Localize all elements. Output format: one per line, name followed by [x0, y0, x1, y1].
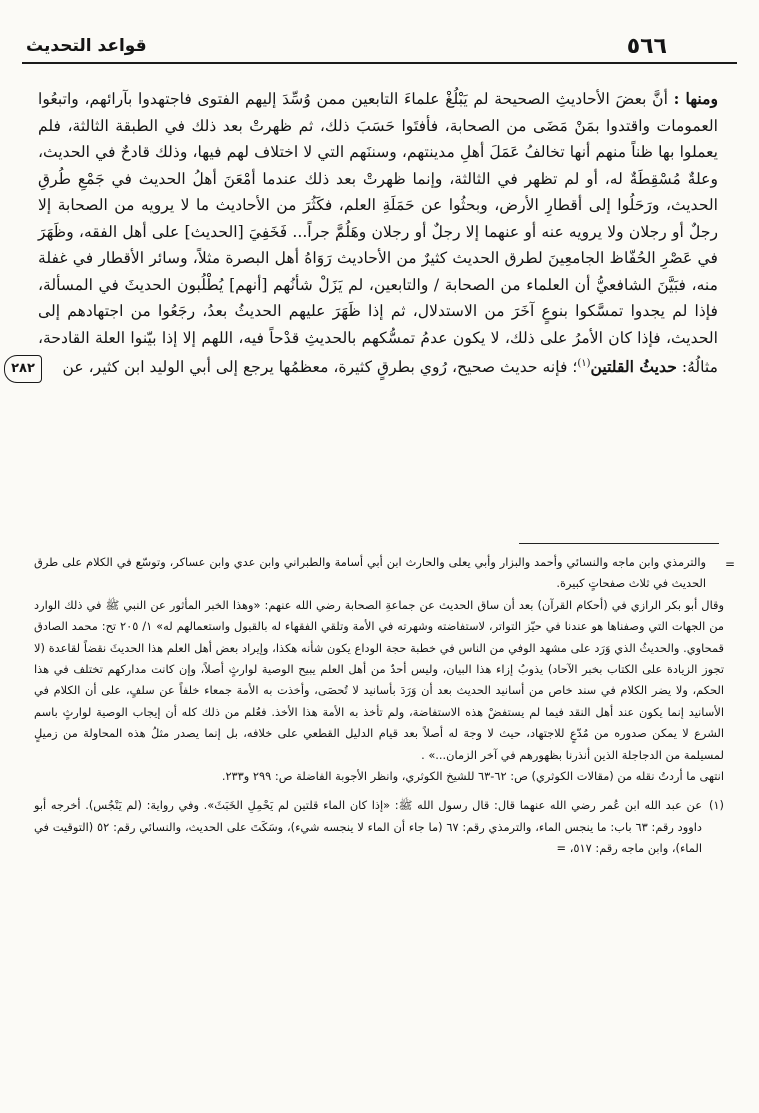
footnote-continuation-mark: =: [724, 557, 735, 571]
footnote-spacer: [34, 787, 724, 795]
footnote-divider: [519, 543, 719, 544]
paragraph-tail: ؛ فإنه حديث صحيح، رُوي بطرقٍ كثيرة، معظمُها يرجع إلى أبي الوليد ابن كثير، عن: [62, 358, 578, 377]
example-hadith-title: حديثُ القلتين: [590, 357, 677, 377]
footnote-reference[interactable]: (١): [577, 358, 591, 370]
footnote-source: انتهى ما أردتُ نقله من (مقالات الكوثري) ص: ٦٢-٦٣ للشيخ الكوثري، وانظر الأجوبة الفاضلة ص: ٢٩٩ و٢٣٣.: [221, 769, 724, 784]
footnote-quote: وقال أبو بكر الرازي في (أحكام القرآن) بعد أن ساق الحديث عن جماعةِ الصحابة رضي الله عنهم: «وهذا الخبر المأثور عن النبي ﷺ في ذلك الوارد من الجهات التي وصفناها هو عندنا في حيّز التواتر، لاستفاضته وشهرته في الأمة وتلقي الفقهاء له بالقبول واستعمالهم له» ١/ ٢٠٥ تح: محمد الصادق قمحاوي. والحديثُ الذي وَرَد على مشهد الوفي من الناس في خطبة حجة الوداع يكون شأنه هكذا، وإيراد بعض أهل العلم هذا الحديثَ نقضاً لقاعدة (لا تجوز الزيادة على الكتاب بخبر الآحاد) يذوبُ إزاء هذا البيان، وليس أحدٌ من أهل العلم يبيح الوصية لوارثٍ أصلاً، وإن كانت مداركهم تختلف في هذا الحكم، ولا يضر الكلام في سند خاص من أسانيد الحديث بعد أن وَرَدَ بأسانيد لا تُحصَى، وأخذت به الأمة جمعاء خلفاً عن سلفٍ، على أن الكلام في الأسانيد إنما يكون عند أهل النقد فيما لم يستفضْ هذه الاستفاضة، ولم تأخذ به الأمة هذا الأخذ. فعُلم من ذلك كله أن إيجاب الوصية لوارثٍ باسم الشرع لا يمكن صدوره من مُدّعٍ للاجتهاد، حيث لا وجهَ له أصلاً بعد قيام الدليل القطعي على خلافه، بل إنما يصدر مثلُ هذه المحاولة من زميلٍ لمسيلمة من الدجاجلة الذين أنذرنا بظهورهم في آخر الزمان...» .: [34, 597, 724, 762]
original-page-marker: ٢٨٢: [4, 355, 42, 383]
footnote-continued: والترمذي وابن ماجه والنسائي وأحمد والبزار وأبي يعلى والحارث ابن أبي أسامة والطبراني وابن عدي وابن عساكر، وتوسّع في الكلام على طرق الحديث في ثلاث صفحاتٍ كبيرة.: [34, 555, 706, 591]
page-header: [22, 32, 737, 64]
main-paragraph: [38, 86, 718, 381]
footnotes: [34, 552, 724, 860]
page-number: ٥٦٦: [626, 34, 667, 59]
main-text: [38, 86, 718, 381]
footnote-1-number: (١): [708, 798, 724, 813]
paragraph-lead: ومنها :: [673, 89, 718, 108]
footnote-1-text: عن عبد الله ابن عُمر رضي الله عنهما قال: قال رسول الله ﷺ: «إذا كان الماء قلتين لم يَحْمِلِ الخَبَثَ». وفي رواية: (لم يَنْجُس). أخرجه أبو داوود رقم: ٦٣ باب: ما ينجس الماء، والترمذي رقم: ٦٧ (ما جاء أن الماء لا ينجسه شيء)، وسَكَتَ على الحديث، والنسائي رقم: ٥٢ (التوقيت في الماء)، وابن ماجه رقم: ٥١٧،: [34, 798, 702, 856]
paragraph-text: أنَّ بعضَ الأحاديثِ الصحيحة لم يَبْلُغْ علماءَ التابعين ممن وُسِّدَ إليهم الفتوى فاجتهدوا بآرائهم، واتبعُوا العمومات واقتدوا بمَنْ مَضَى من الصحابة، فأفتَوا حَسَبَ ذلك، ثم ظهرتْ بعد ذلك في الطبقة الثالثة، فلم يعملوا بها ظناً منهم أنها تخالفُ عَمَلَ أهلِ مدينتهم، وسننَهم التي لا اختلاف لهم فيها، وذلك قادحٌ في الحديث، وعلةٌ مُسْقِطَةٌ له، أو لم تظهر في الثالثة، وإنما ظهرتْ بعد ذلك عندما أمْعَنَ أهلُ الحديث في جَمْعِ طُرقِ الحديث، ورَحَلُوا إلى أقطارِ الأرض، وبحثُوا عن حَمَلَةِ العلم، فكَثُرَ من الأحاديث ما لا يرويه من الصحابة إلا رجلٌ أو رجلان ولا يرويه عنه أو عنهما إلا رجلٌ أو رجلان وهَلُمَّ جراً... فَخَفِيَ [الحديث] على أهل الفقه، وظَهَرَ في عَصْرِ الحُفّاظ الجامعِينَ لطرق الحديث كثيرٌ من الأحاديث رَوَاهُ أهل البصرة مثلاً، وسائر الأقطار في غفلة منه، فبَيَّنَ الشافعيُّ أن العلماء من الصحابة / والتابعين، لم يَزَلْ شأنُهم [أنهم] يُطْلُبون الحديثَ في المسألة، فإذا لم يجدوا تمسَّكوا بنوعٍ آخَرَ من الاستدلال، ثم إذا ظَهَرَ عليهم الحديثُ بعدُ، رجَعُوا من اجتهادهم إلى الحديث، فإذا كان الأمرُ على ذلك، لا يكون عدمُ تمسُّكهم بالحديثِ قدْحاً فيه، اللهم إلا إذا بيّنوا العلة القادحة، مثالُهُ:: [38, 90, 718, 377]
footnote-1: [34, 795, 724, 859]
footnote-end-mark: =: [556, 841, 567, 856]
running-title: قواعد التحديث: [26, 36, 147, 56]
